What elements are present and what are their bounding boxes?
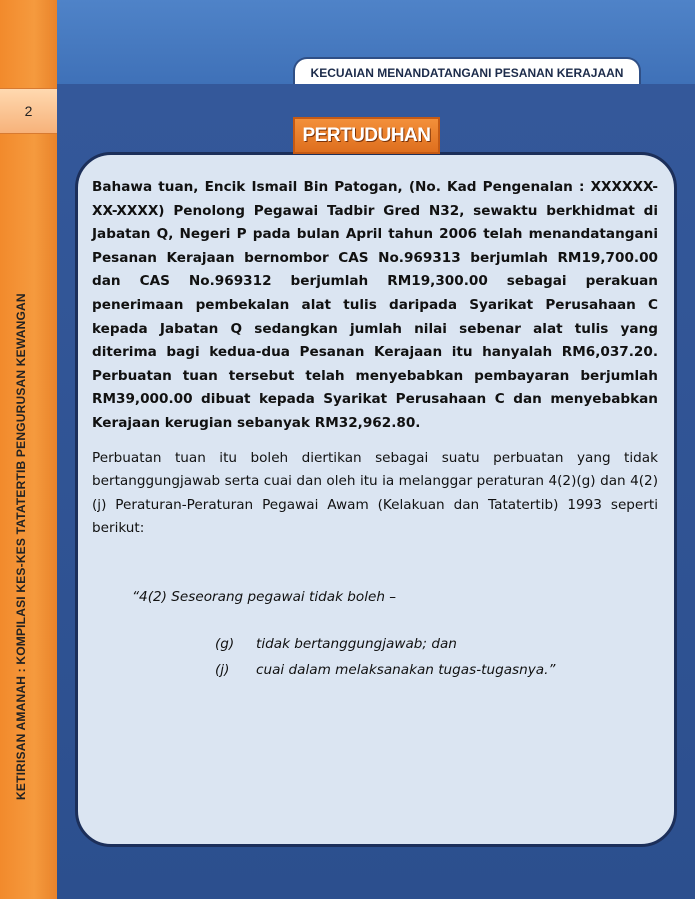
- quote-item-text: tidak bertanggungjawab; dan: [256, 636, 457, 652]
- charge-paragraph: Bahawa tuan, Encik Ismail Bin Patogan, (No. Kad Pengenalan : XXXXXX-XX-XXXX) Penolong Pegawai Tadbir Gred N32, sewaktu berkhidmat di Jabatan Q, Negeri P pada bulan April tahun 2006 telah menandatangani Pesanan Kerajaan bernombor CAS No.969313 berjumlah RM19,700.00 dan CAS No.969312 berjumlah RM19,300.00 sebagai perakuan penerimaan pembekalan alat tulis daripada Syarikat Perusahaan C kepada Jabatan Q sedangkan jumlah nilai sebenar alat tulis yang diterima bagi kedua-dua Pesanan Kerajaan itu hanyalah RM6,037.20. Perbuatan tuan tersebut telah menyebabkan pembayaran berjumlah RM39,000.00 dibuat kepada Syarikat Perusahaan C dan menyebabkan Kerajaan kerugian sebanyak RM32,962.80.: [92, 179, 658, 431]
- section-header-title: KECUAIAN MENANDATANGANI PESANAN KERAJAAN: [310, 66, 624, 80]
- quote-item-marker: (j): [215, 662, 230, 678]
- section-banner-label: PERTUDUHAN: [302, 124, 431, 146]
- regulation-quote: “4(2) Seseorang pegawai tidak boleh –: [132, 589, 397, 605]
- section-banner: [293, 117, 440, 154]
- vertical-document-title: KETIRISAN AMANAH : KOMPILASI KES-KES TATATERTIB PENGURUSAN KEWANGAN: [14, 293, 28, 800]
- sidebar-strip: [0, 0, 57, 899]
- page-number: 2: [0, 88, 57, 134]
- quote-item-marker: (g): [215, 636, 235, 652]
- regulation-paragraph: Perbuatan tuan itu boleh diertikan sebagai suatu perbuatan yang tidak bertanggungjawab serta cuai dan oleh itu ia melanggar peraturan 4(2)(g) dan 4(2)(j) Peraturan-Peraturan Pegawai Awam (Kelakuan dan Tatatertib) 1993 seperti berikut:: [92, 449, 658, 537]
- charge-content: [92, 176, 658, 541]
- section-header-tab: [293, 57, 641, 87]
- quote-item-text: cuai dalam melaksanakan tugas-tugasnya.”: [256, 662, 556, 678]
